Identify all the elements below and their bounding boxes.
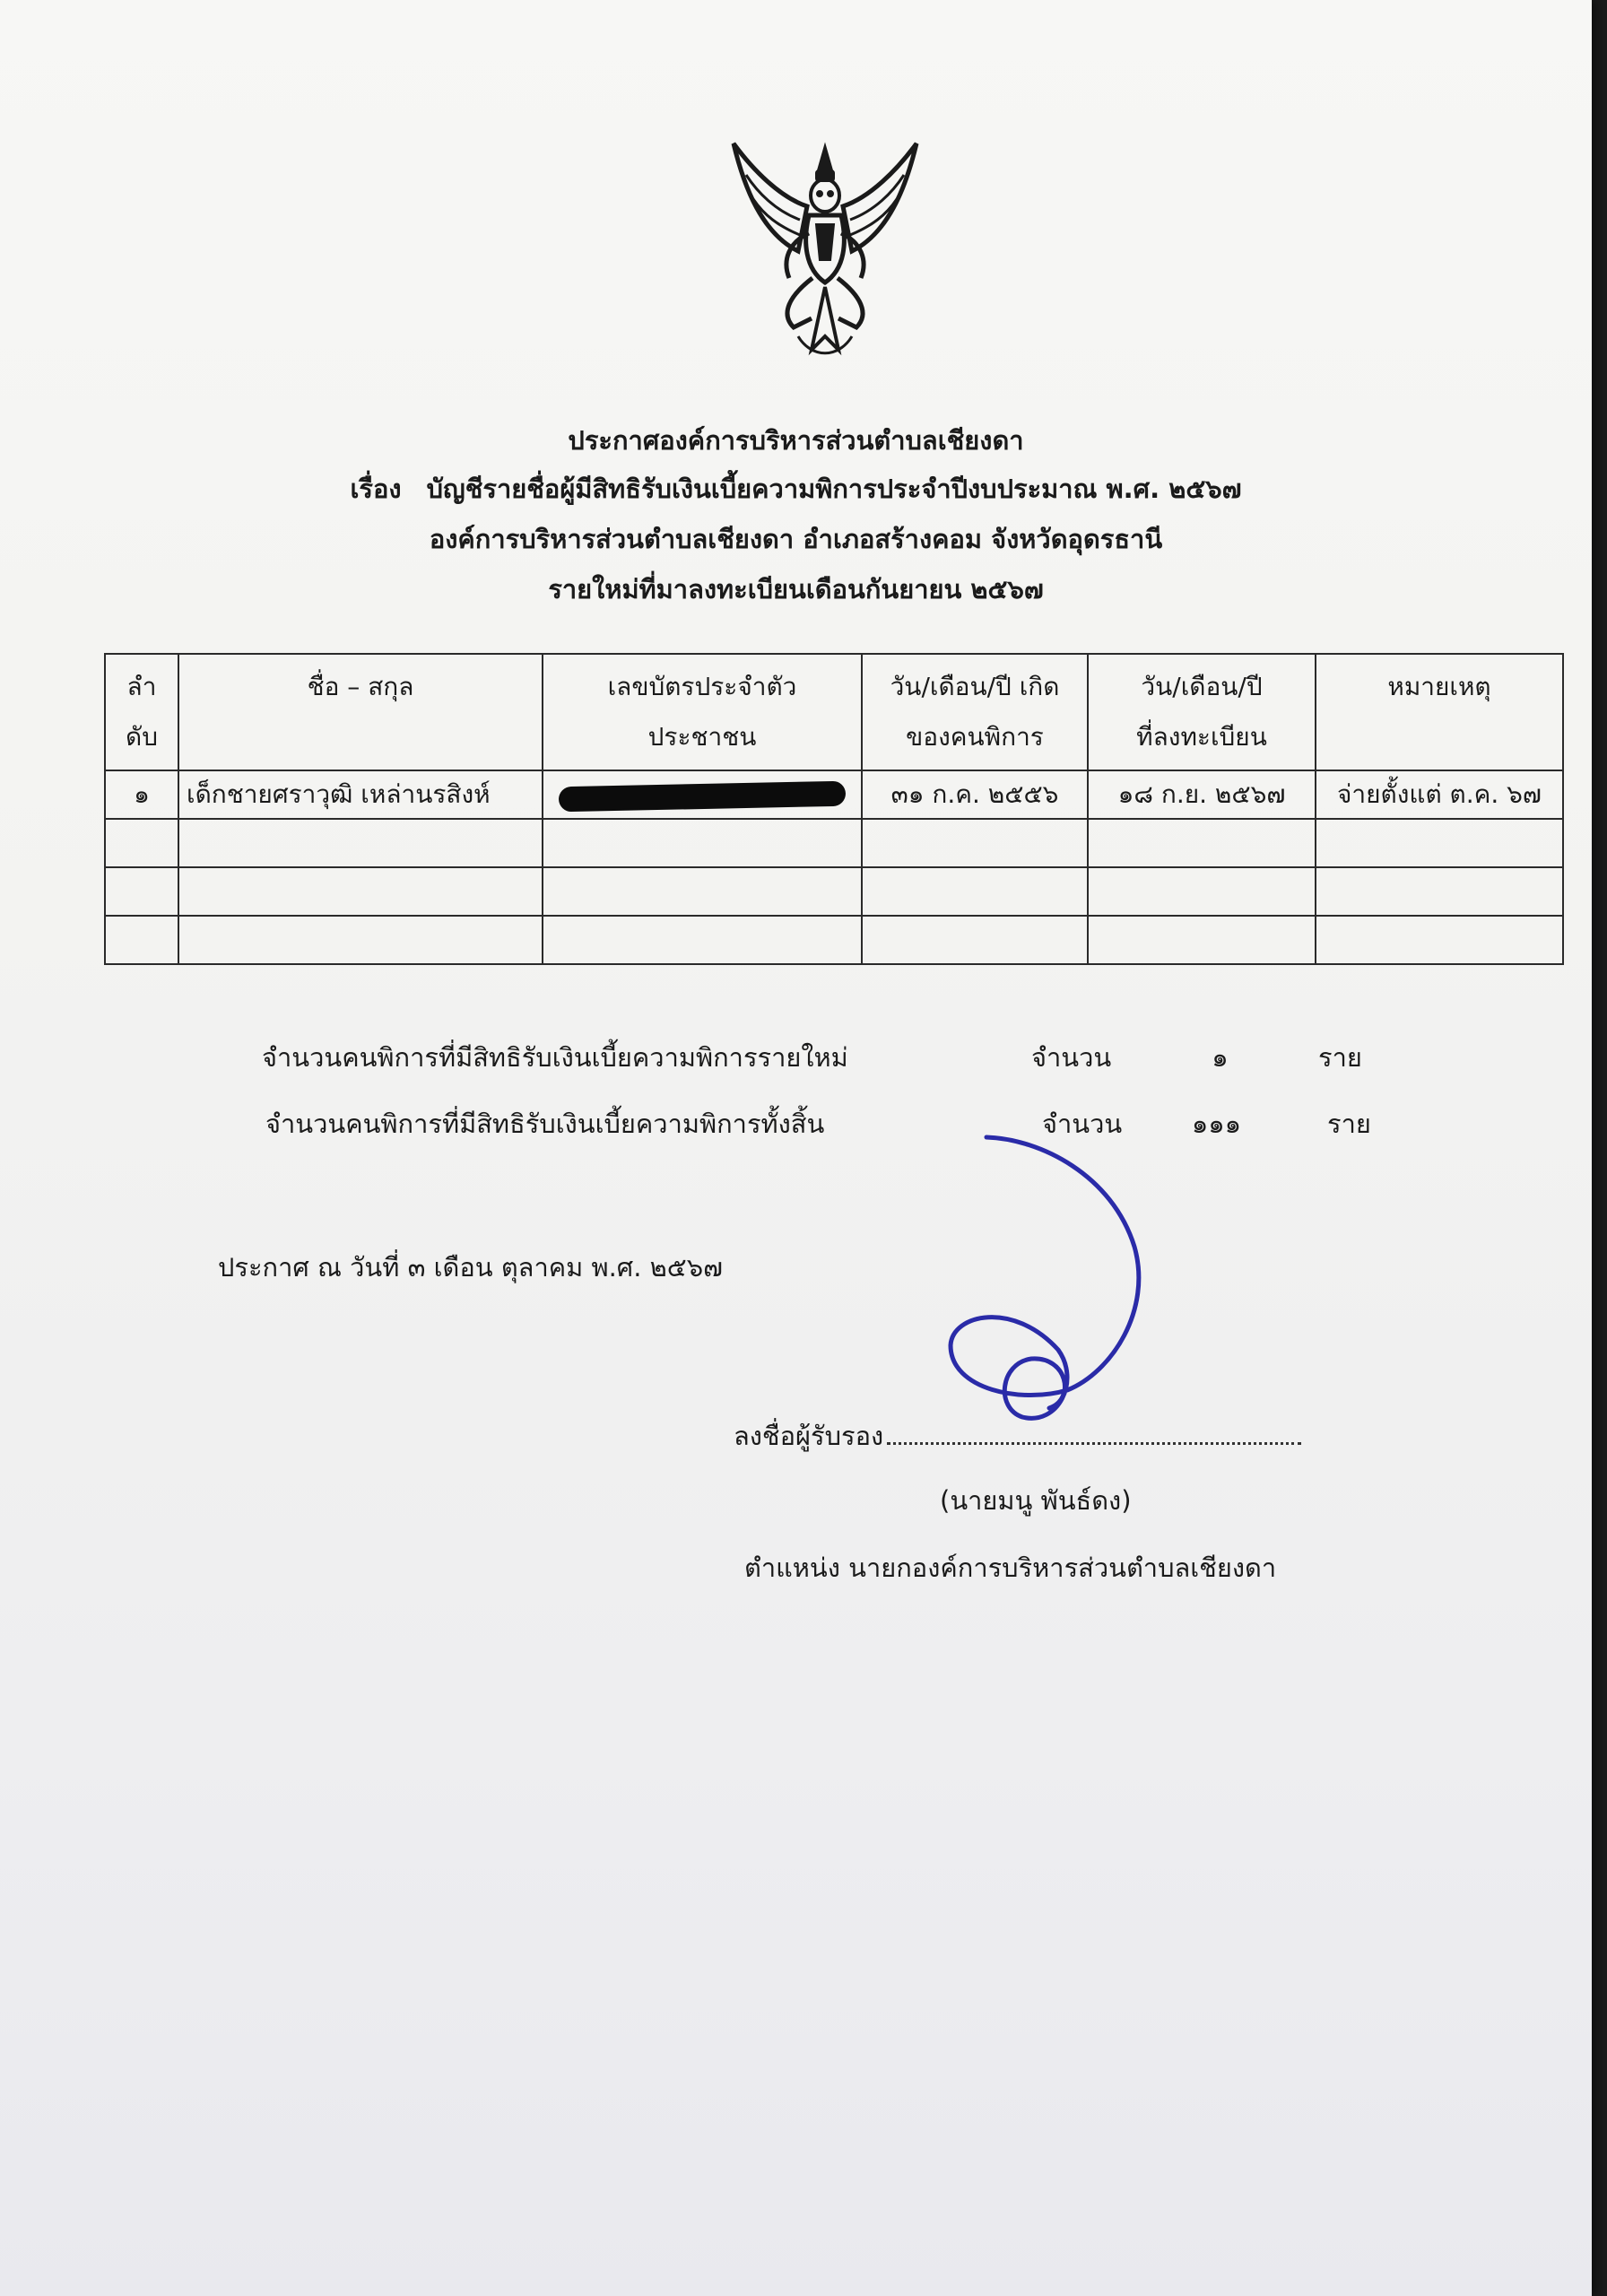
handwritten-signature: [933, 1121, 1148, 1453]
announcement-title: ประกาศองค์การบริหารส่วนตำบลเชียงดา: [568, 425, 1024, 456]
subject-text: บัญชีรายชื่อผู้มีสิทธิรับเงินเบี้ยความพิการประจำปีงบประมาณ พ.ศ. ๒๕๖๗: [426, 474, 1242, 504]
cell-no: ๑: [105, 770, 178, 819]
header-no: ลำ ดับ: [105, 654, 178, 770]
header-registration-date: วัน/เดือน/ปี ที่ลงทะเบียน: [1088, 654, 1316, 770]
registration-period: รายใหม่ที่มาลงทะเบียนเดือนกันยายน ๒๕๖๗: [548, 574, 1044, 604]
garuda-emblem-icon: [726, 135, 924, 368]
signature-line: [734, 1415, 1301, 1457]
count-word: จำนวน: [1042, 1109, 1123, 1139]
registration-table: [104, 653, 1564, 965]
table-row: [105, 819, 1563, 867]
count-word: จำนวน: [1031, 1042, 1112, 1073]
signer-name: (นายมนู พันธ์ดง): [940, 1485, 1132, 1516]
unit-label: ราย: [1318, 1042, 1362, 1073]
cell-id-card: [543, 770, 862, 819]
signature-label: ลงชื่อผู้รับรอง: [734, 1421, 884, 1451]
table-row: [105, 867, 1563, 916]
cell-birth-date: ๓๑ ก.ค. ๒๕๕๖: [862, 770, 1088, 819]
cell-registration-date: ๑๘ ก.ย. ๒๕๖๗: [1088, 770, 1316, 819]
header-birth-date: วัน/เดือน/ปี เกิด ของคนพิการ: [862, 654, 1088, 770]
table-row: [105, 916, 1563, 964]
cell-note: จ่ายตั้งแต่ ต.ค. ๖๗: [1316, 770, 1563, 819]
header-note: หมายเหตุ: [1316, 654, 1563, 770]
announcement-subject: [0, 468, 1592, 509]
table-header-row: [105, 654, 1563, 770]
total-recipients-label: จำนวนคนพิการที่มีสิทธิรับเงินเบี้ยความพิการทั้งสิ้น: [265, 1109, 825, 1139]
cell-name: เด็กชายศราวุฒิ เหล่านรสิงห์: [178, 770, 543, 819]
total-count: ๑๑๑: [1191, 1109, 1242, 1139]
signature-dots: [887, 1421, 1301, 1445]
header-name: ชื่อ – สกุล: [178, 654, 543, 770]
header-id-card: เลขบัตรประจำตัว ประชาชน: [543, 654, 862, 770]
table-row: [105, 770, 1563, 819]
new-recipients-label: จำนวนคนพิการที่มีสิทธิรับเงินเบี้ยความพิการรายใหม่: [262, 1042, 848, 1073]
new-count-group: [1031, 1037, 1273, 1078]
redaction-mark: [559, 780, 847, 812]
announcement-date: ประกาศ ณ วันที่ ๓ เดือน ตุลาคม พ.ศ. ๒๕๖๗: [218, 1252, 723, 1283]
subject-label: เรื่อง: [350, 474, 402, 504]
organization-location: องค์การบริหารส่วนตำบลเชียงดา อำเภอสร้างคอม จังหวัดอุดรธานี: [429, 524, 1163, 554]
new-count: ๑: [1212, 1042, 1229, 1073]
unit-label: ราย: [1327, 1109, 1371, 1139]
signer-position: ตำแหน่ง นายกองค์การบริหารส่วนตำบลเชียงดา: [744, 1552, 1277, 1583]
